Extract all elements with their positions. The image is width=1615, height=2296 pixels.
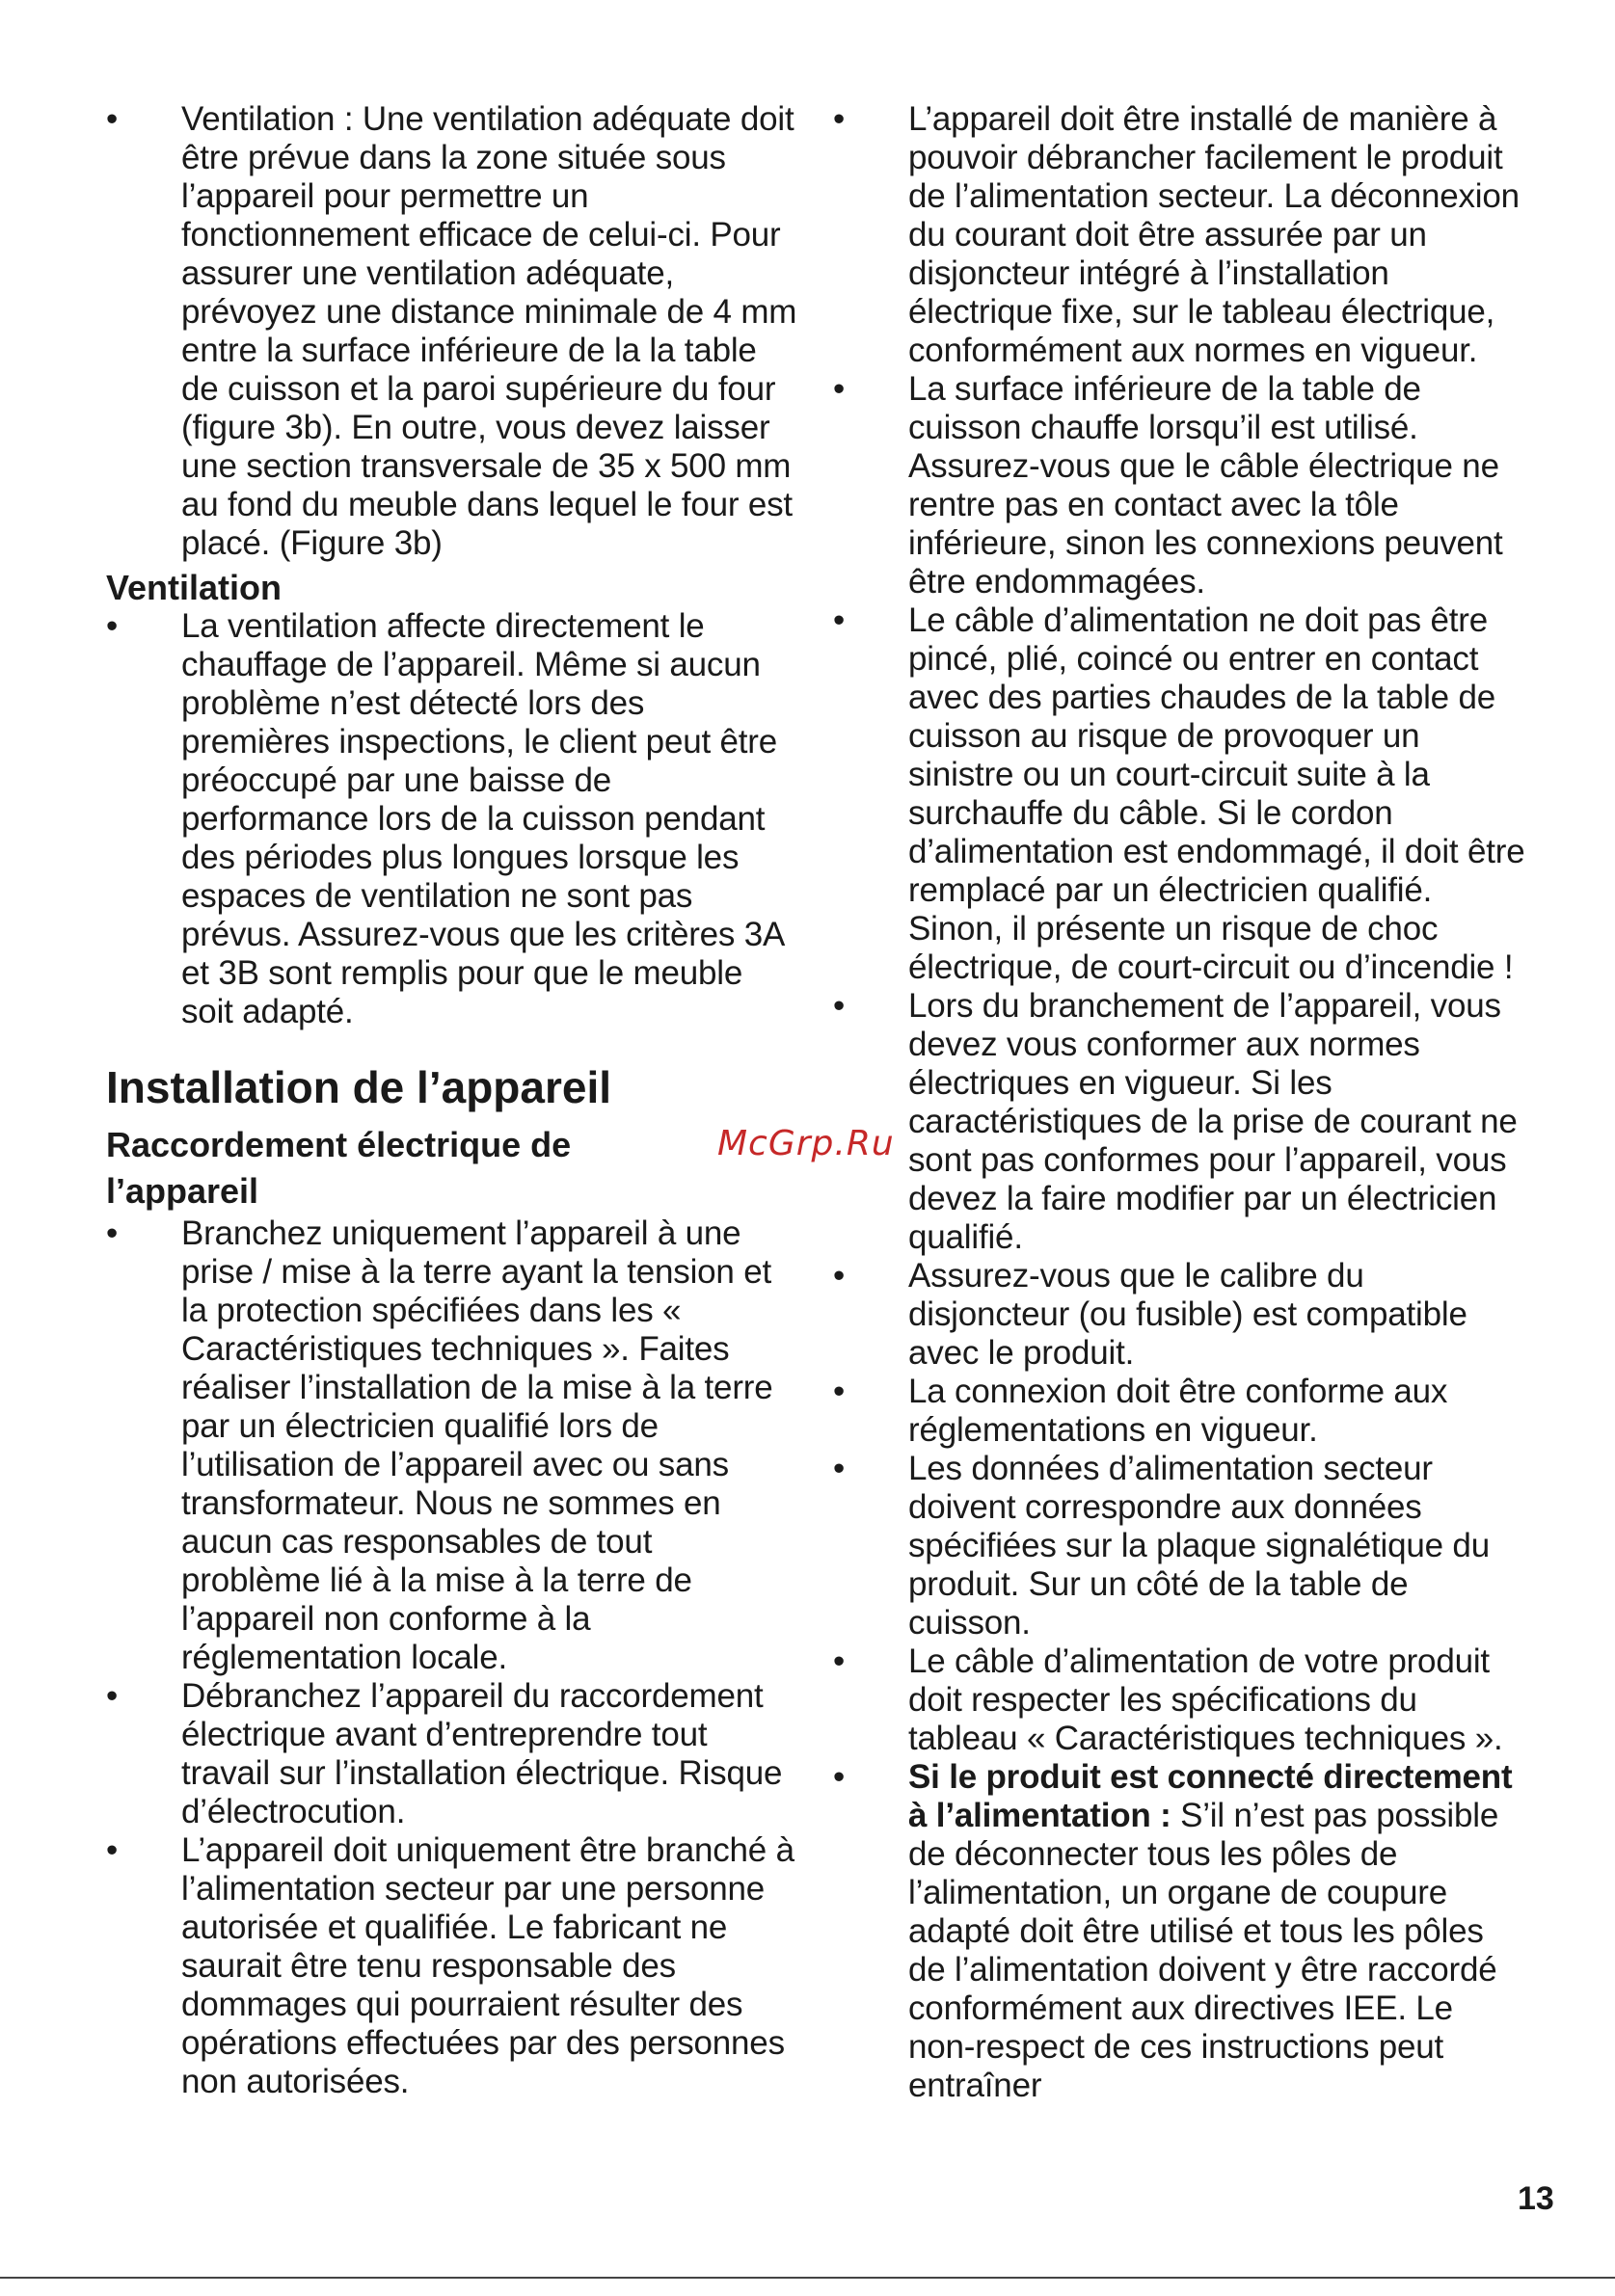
bullet-text: Débranchez l’appareil du raccordement électrique avant d’entreprendre tout travail sur l’installation électrique. Risque d’électrocution. <box>181 1677 783 1830</box>
bullet-text: Branchez uniquement l’appareil à une prise / mise à la terre ayant la tension et la protection spécifiées dans les « Caractéristiques techniques ». Faites réaliser l’installation de la mise à la terre par un électricien qualifié lors de l’utilisation de l’appareil avec ou sans transformateur. Nous ne sommes en aucun cas responsables de tout problème lié à la mise à la terre de l’appareil non conforme à la réglementation locale. <box>181 1215 773 1676</box>
ventilation-heading: Ventilation <box>106 568 283 607</box>
section-title: Installation de l’appareil <box>106 1062 612 1112</box>
bullet-dot: • <box>106 100 119 138</box>
bullet-dot: • <box>833 1642 846 1680</box>
bullet-dot: • <box>833 601 846 639</box>
bullet-dot: • <box>833 370 846 408</box>
bullet-dot: • <box>833 1758 846 1796</box>
list-item <box>833 1758 1527 2105</box>
ventilation-intro-bullet <box>106 100 800 563</box>
list-item <box>106 1677 800 1831</box>
list-item <box>833 1642 1527 1758</box>
list-item <box>833 1373 1527 1450</box>
bullet-dot: • <box>833 1257 846 1295</box>
list-item <box>833 100 1527 370</box>
bullet-text: Lors du branchement de l’appareil, vous devez vous conformer aux normes électriques en vigueur. Si les caractéristiques de la prise de courant ne sont pas conformes pour l’appareil, vous devez la faire modifier par un électricien qualifié. <box>908 987 1518 1256</box>
bullet-text: Le câble d’alimentation de votre produit doit respecter les spécifications du tableau « Caractéristiques techniques ». <box>908 1642 1503 1757</box>
bullet-bold-lead: Si le produit est connecté directement à l’alimentation : <box>908 1758 1513 1834</box>
bullet-text: La surface inférieure de la table de cuisson chauffe lorsqu’il est utilisé. Assurez-vous que le câble électrique ne rentre pas en contact avec la tôle inférieure, sinon les connexions peuvent être endommagées. <box>908 370 1503 601</box>
bottom-divider <box>0 2277 1615 2279</box>
right-column <box>833 100 1527 2105</box>
list-item <box>833 370 1527 601</box>
bullet-text: L’appareil doit uniquement être branché à l’alimentation secteur par une personne autorisée et qualifiée. Le fabricant ne saurait être tenu responsable des dommages qui pourraient résulter des opérations effectuées par des personnes non autorisées. <box>181 1831 794 2100</box>
bullet-dot: • <box>833 1373 846 1410</box>
bullet-text: La ventilation affecte directement le chauffage de l’appareil. Même si aucun problème n’est détecté lors des premières inspections, le client peut être préoccupé par une baisse de performance lors de la cuisson pendant des périodes plus longues lorsque les espaces de ventilation ne sont pas prévus. Assurez-vous que les critères 3A et 3B sont remplis pour que le meuble soit adapté. <box>181 607 784 1030</box>
bullet-dot: • <box>106 1831 119 1869</box>
bullet-text: L’appareil doit être installé de manière à pouvoir débrancher facilement le produit de l’alimentation secteur. La déconnexion du courant doit être assurée par un disjoncteur intégré à l’installation électrique fixe, sur le tableau électrique, conformément aux normes en vigueur. <box>908 100 1520 369</box>
list-item <box>833 1257 1527 1373</box>
list-item <box>106 1215 800 1677</box>
bullet-dot: • <box>833 1450 846 1487</box>
list-item <box>833 1450 1527 1642</box>
bullet-dot: • <box>106 1215 119 1252</box>
bullet-dot: • <box>106 607 119 645</box>
left-column <box>106 100 800 2101</box>
bullet-dot: • <box>106 1677 119 1715</box>
list-item <box>833 601 1527 987</box>
bullet-text: Les données d’alimentation secteur doivent correspondre aux données spécifiées sur la plaque signalétique du produit. Sur un côté de la table de cuisson. <box>908 1450 1490 1642</box>
bullet-text: Assurez-vous que le calibre du disjoncteur (ou fusible) est compatible avec le produit. <box>908 1257 1467 1372</box>
bullet-text: La connexion doit être conforme aux réglementations en vigueur. <box>908 1373 1448 1449</box>
subsection-title: Raccordement électrique de l’appareil <box>106 1125 572 1211</box>
page-number: 13 <box>1518 2180 1554 2217</box>
list-item <box>106 1831 800 2101</box>
bullet-text: Le câble d’alimentation ne doit pas être pincé, plié, coincé ou entrer en contact avec des parties chaudes de la table de cuisson au risque de provoquer un sinistre ou un court-circuit suite à la surchauffe du câble. Si le cordon d’alimentation est endommagé, il doit être remplacé par un électricien qualifié. Sinon, il présente un risque de choc électrique, de court-circuit ou d’incendie ! <box>908 601 1525 986</box>
ventilation-bullet <box>106 607 800 1031</box>
bullet-text: S’il n’est pas possible de déconnecter tous les pôles de l’alimentation, un organe de coupure adapté doit être utilisé et tous les pôles de l’alimentation doivent y être raccordé conformément aux directives IEE. Le non-respect de ces instructions peut entraîner <box>908 1797 1499 2104</box>
bullet-dot: • <box>833 100 846 138</box>
watermark-text: McGrp.Ru <box>717 1124 895 1163</box>
list-item <box>833 987 1527 1257</box>
bullet-dot: • <box>833 987 846 1025</box>
bullet-text: Ventilation : Une ventilation adéquate doit être prévue dans la zone située sous l’appareil pour permettre un fonctionnement efficace de celui-ci. Pour assurer une ventilation adéquate, prévoyez une distance minimale de 4 mm entre la surface inférieure de la la table de cuisson et la paroi supérieure du four (figure 3b). En outre, vous devez laisser une section transversale de 35 x 500 mm au fond du meuble dans lequel le four est placé. (Figure 3b) <box>181 100 797 562</box>
